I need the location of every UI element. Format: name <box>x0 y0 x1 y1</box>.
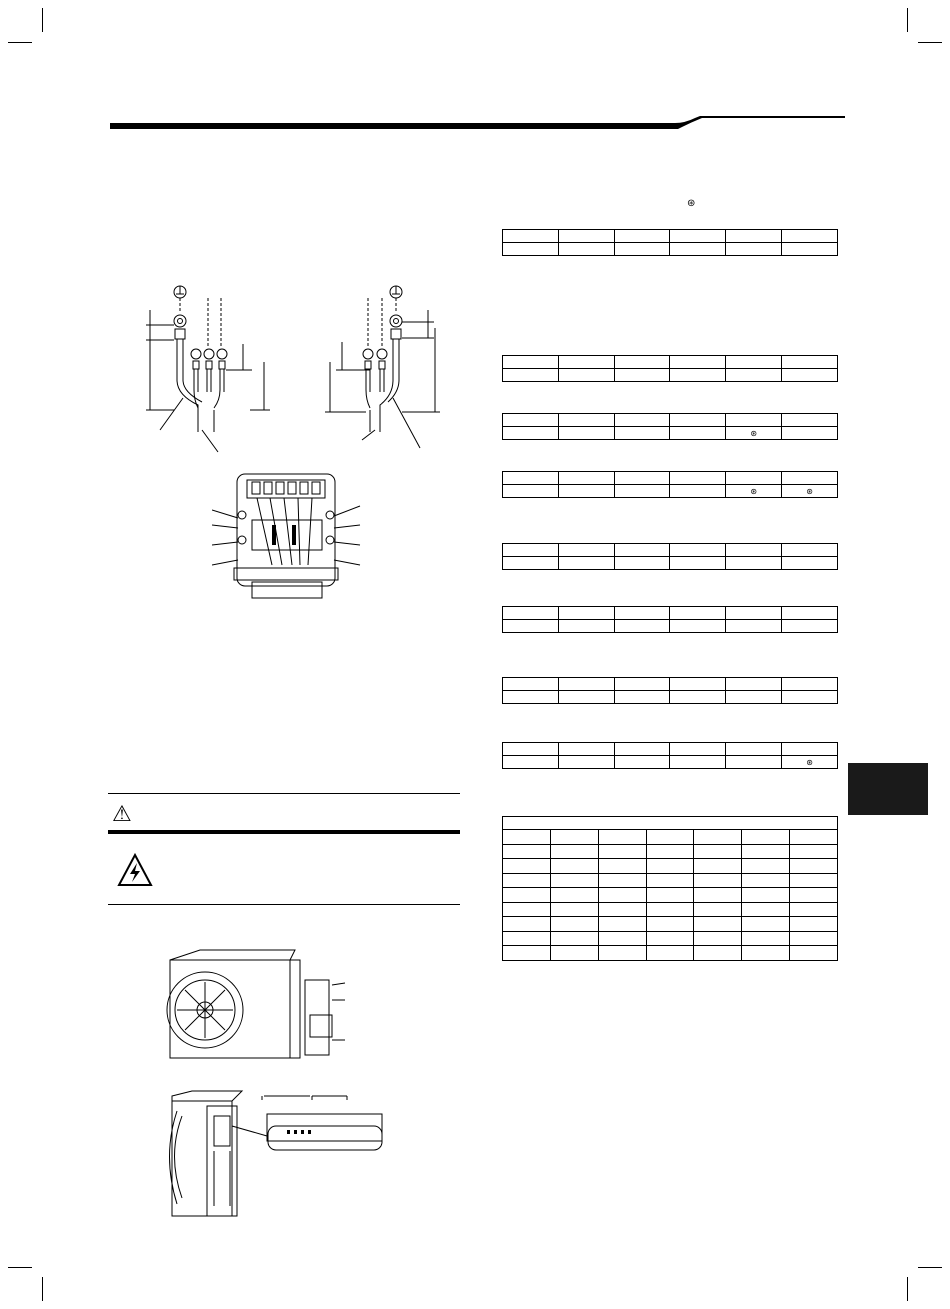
table-cell <box>598 844 646 859</box>
table-cell <box>503 243 559 256</box>
table-cell <box>726 678 782 691</box>
table-cell <box>726 756 782 769</box>
spec-table <box>502 229 838 256</box>
table-cell <box>782 243 838 256</box>
table-cell <box>614 544 670 557</box>
table-row <box>503 830 838 845</box>
table-cell <box>503 888 551 903</box>
table-cell <box>503 678 559 691</box>
table-cell <box>726 472 782 485</box>
table-cell <box>726 230 782 243</box>
spec-table <box>502 742 838 769</box>
table-cell <box>694 830 742 845</box>
table-cell <box>598 859 646 874</box>
table-cell <box>503 830 551 845</box>
table-cell <box>670 414 726 427</box>
table-cell <box>670 620 726 633</box>
table-cell <box>790 830 838 845</box>
crop-mark <box>8 42 32 43</box>
table-row <box>503 756 838 769</box>
table-cell <box>614 485 670 498</box>
table-cell <box>503 931 551 946</box>
table-cell <box>670 243 726 256</box>
table-cell <box>782 743 838 756</box>
table-row <box>503 557 838 570</box>
table-cell <box>558 369 614 382</box>
table-row <box>503 946 838 961</box>
table-cell <box>598 830 646 845</box>
electric-hazard-icon <box>117 853 153 887</box>
table-row <box>503 844 838 859</box>
table-cell <box>646 888 694 903</box>
table-cell <box>742 888 790 903</box>
table-row <box>503 873 838 888</box>
table-cell <box>558 557 614 570</box>
table-cell <box>694 888 742 903</box>
outdoor-unit-side-illustration <box>162 1086 392 1226</box>
table-cell <box>558 678 614 691</box>
check-mark-symbol: ⊛ <box>687 198 696 209</box>
table-cell: ⊛ <box>782 756 838 769</box>
crop-mark <box>918 42 942 43</box>
table-cell <box>694 917 742 932</box>
table-row <box>503 414 838 427</box>
table-cell: ⊛ <box>782 485 838 498</box>
table-cell <box>550 917 598 932</box>
table-cell <box>614 743 670 756</box>
table-cell <box>503 230 559 243</box>
table-cell <box>782 607 838 620</box>
table-row <box>503 859 838 874</box>
large-spec-table <box>502 816 838 961</box>
table-cell <box>558 414 614 427</box>
table-row <box>503 743 838 756</box>
wire-terminal-diagram <box>130 280 450 460</box>
table-cell <box>646 873 694 888</box>
table-cell <box>670 356 726 369</box>
table-cell <box>694 873 742 888</box>
table-header-row <box>503 817 838 830</box>
table-cell <box>503 756 559 769</box>
table-cell <box>503 369 559 382</box>
table-row <box>503 243 838 256</box>
table-cell <box>742 946 790 961</box>
table-cell <box>550 873 598 888</box>
header-bar <box>110 114 845 134</box>
spec-table <box>502 471 838 498</box>
table-cell <box>558 620 614 633</box>
table-cell <box>598 873 646 888</box>
table-cell <box>726 369 782 382</box>
spec-table <box>502 606 838 633</box>
table-cell <box>726 544 782 557</box>
table-cell <box>790 946 838 961</box>
table-cell <box>558 356 614 369</box>
crop-mark <box>918 1267 942 1268</box>
table-cell <box>646 917 694 932</box>
table-cell <box>614 691 670 704</box>
table-cell <box>694 902 742 917</box>
table-row <box>503 888 838 903</box>
table-cell <box>503 544 559 557</box>
table-cell <box>614 557 670 570</box>
table-cell <box>550 931 598 946</box>
table-cell: ⊛ <box>726 427 782 440</box>
table-row <box>503 917 838 932</box>
table-cell <box>782 544 838 557</box>
table-cell <box>614 230 670 243</box>
table-cell <box>503 917 551 932</box>
table-cell <box>503 743 559 756</box>
table-cell <box>503 844 551 859</box>
table-row <box>503 902 838 917</box>
spec-table <box>502 413 838 440</box>
warning-bottom-rule <box>108 904 460 905</box>
table-cell <box>726 414 782 427</box>
table-cell <box>782 427 838 440</box>
table-cell <box>558 756 614 769</box>
warning-icon: ⚠ <box>112 801 132 826</box>
table-cell <box>790 873 838 888</box>
table-cell <box>558 427 614 440</box>
table-cell <box>782 678 838 691</box>
table-row <box>503 485 838 498</box>
table-cell <box>742 873 790 888</box>
table-cell <box>726 243 782 256</box>
table-cell <box>790 844 838 859</box>
spec-table <box>502 677 838 704</box>
table-cell <box>790 859 838 874</box>
table-cell <box>503 414 559 427</box>
table-cell <box>614 620 670 633</box>
table-cell <box>614 356 670 369</box>
table-cell <box>503 902 551 917</box>
table-row <box>503 230 838 243</box>
table-cell <box>503 356 559 369</box>
table-cell <box>670 743 726 756</box>
table-cell <box>670 678 726 691</box>
table-cell <box>670 230 726 243</box>
table-cell <box>503 873 551 888</box>
table-cell <box>646 859 694 874</box>
table-cell <box>694 859 742 874</box>
table-row <box>503 678 838 691</box>
table-cell <box>550 844 598 859</box>
crop-mark <box>907 1277 908 1301</box>
table-cell <box>742 859 790 874</box>
table-row <box>503 544 838 557</box>
table-cell <box>614 607 670 620</box>
table-cell <box>670 691 726 704</box>
table-row <box>503 356 838 369</box>
table-cell <box>550 946 598 961</box>
table-cell <box>598 902 646 917</box>
table-cell <box>646 931 694 946</box>
table-cell <box>726 691 782 704</box>
table-cell <box>558 485 614 498</box>
table-cell <box>726 356 782 369</box>
table-cell <box>790 902 838 917</box>
table-cell <box>670 544 726 557</box>
table-cell <box>503 427 559 440</box>
table-cell <box>782 557 838 570</box>
table-cell <box>550 902 598 917</box>
table-row <box>503 607 838 620</box>
spec-table <box>502 543 838 570</box>
table-cell <box>694 931 742 946</box>
section-tab-marker <box>848 763 928 815</box>
table-cell <box>670 756 726 769</box>
table-cell <box>550 859 598 874</box>
table-cell <box>726 607 782 620</box>
table-cell <box>558 230 614 243</box>
table-cell <box>670 369 726 382</box>
table-cell <box>726 620 782 633</box>
table-header-cell <box>503 817 838 830</box>
table-cell <box>558 243 614 256</box>
spec-table <box>502 355 838 382</box>
table-cell: ⊛ <box>726 485 782 498</box>
table-cell <box>598 931 646 946</box>
table-cell <box>742 844 790 859</box>
table-cell <box>598 946 646 961</box>
crop-mark <box>42 8 43 32</box>
table-row <box>503 620 838 633</box>
table-cell <box>646 844 694 859</box>
table-cell <box>503 859 551 874</box>
table-cell <box>670 427 726 440</box>
table-cell <box>790 917 838 932</box>
table-cell <box>503 691 559 704</box>
table-cell <box>598 888 646 903</box>
table-cell <box>614 414 670 427</box>
table-cell <box>782 620 838 633</box>
table-cell <box>558 544 614 557</box>
table-cell <box>782 472 838 485</box>
table-row <box>503 369 838 382</box>
table-cell <box>694 844 742 859</box>
table-cell <box>614 369 670 382</box>
table-cell <box>503 485 559 498</box>
table-cell <box>614 678 670 691</box>
table-cell <box>670 472 726 485</box>
table-cell <box>558 743 614 756</box>
table-cell <box>694 946 742 961</box>
crop-mark <box>8 1267 32 1268</box>
table-cell <box>558 472 614 485</box>
terminal-block-diagram <box>212 470 362 606</box>
table-cell <box>742 902 790 917</box>
table-cell <box>790 888 838 903</box>
table-cell <box>503 946 551 961</box>
table-cell <box>782 369 838 382</box>
table-cell <box>614 756 670 769</box>
table-cell <box>550 830 598 845</box>
table-cell <box>782 230 838 243</box>
table-cell <box>558 607 614 620</box>
table-cell <box>614 472 670 485</box>
table-cell <box>503 620 559 633</box>
table-cell <box>503 472 559 485</box>
table-row <box>503 691 838 704</box>
table-cell <box>782 414 838 427</box>
warning-top-rule <box>108 793 460 794</box>
outdoor-unit-front-illustration <box>160 945 360 1065</box>
table-cell <box>558 691 614 704</box>
table-cell <box>503 557 559 570</box>
table-cell <box>646 902 694 917</box>
table-cell <box>742 931 790 946</box>
table-cell <box>646 830 694 845</box>
crop-mark <box>907 8 908 32</box>
table-cell <box>790 931 838 946</box>
table-cell <box>726 743 782 756</box>
table-cell <box>782 691 838 704</box>
table-cell <box>646 946 694 961</box>
warning-heavy-rule <box>108 830 460 834</box>
table-cell <box>503 607 559 620</box>
crop-mark <box>42 1277 43 1301</box>
table-cell <box>670 557 726 570</box>
table-cell <box>726 557 782 570</box>
table-cell <box>742 917 790 932</box>
table-cell <box>614 243 670 256</box>
table-row <box>503 427 838 440</box>
table-cell <box>550 888 598 903</box>
table-row <box>503 931 838 946</box>
table-cell <box>742 830 790 845</box>
table-cell <box>670 485 726 498</box>
table-row <box>503 472 838 485</box>
table-cell <box>782 356 838 369</box>
table-cell <box>670 607 726 620</box>
table-cell <box>614 427 670 440</box>
table-cell <box>598 917 646 932</box>
